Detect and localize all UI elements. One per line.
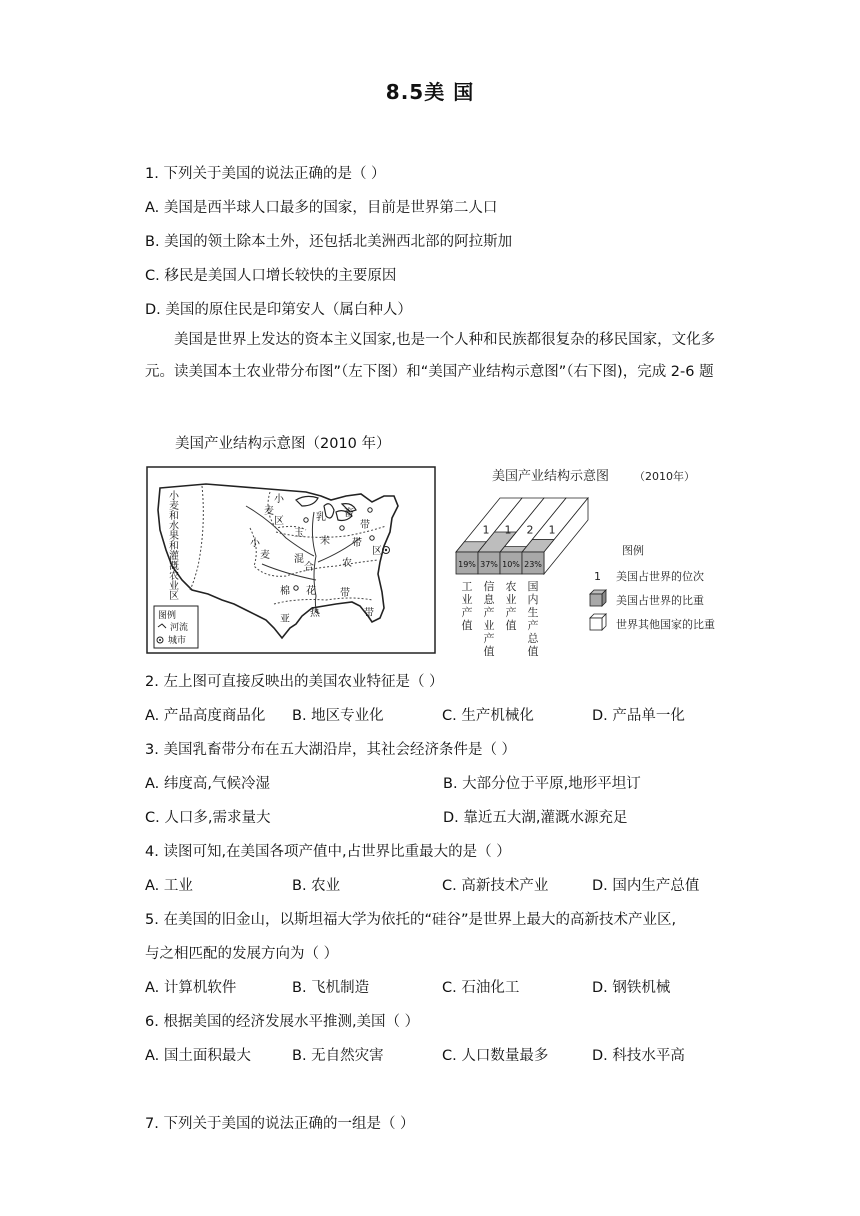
question-2-option-c: C. 生产机械化 — [442, 708, 534, 724]
map-label: 花 — [306, 586, 316, 597]
category-label-char: 业 — [505, 593, 517, 606]
question-1-option-a: A. 美国是西半球人口最多的国家，目前是世界第二人口 — [145, 200, 498, 216]
question-5-option-d: D. 钢铁机械 — [592, 980, 671, 996]
question-3-option-c: C. 人口多,需求量大 — [145, 810, 271, 826]
legend-us-share-swatch-icon — [590, 590, 606, 606]
map-label: 玉 — [294, 528, 304, 539]
question-6-option-a: A. 国土面积最大 — [145, 1048, 251, 1064]
map-label: 畜 — [344, 508, 354, 519]
bar-rank-label: 1 — [482, 523, 490, 537]
map-label: 亚 — [280, 614, 290, 625]
map-label: 棉 — [280, 586, 290, 597]
category-label-char: 总 — [527, 632, 539, 645]
question-6-option-d: D. 科技水平高 — [592, 1048, 685, 1064]
category-label-char: 内 — [527, 593, 539, 606]
question-4-stem: 4. 读图可知,在美国各项产值中,占世界比重最大的是（ ） — [145, 844, 511, 860]
agriculture-belt-map — [146, 466, 436, 654]
bar-value-label: 23% — [524, 560, 542, 569]
question-1-stem: 1. 下列关于美国的说法正确的是（ ） — [145, 166, 386, 182]
map-label: 区 — [274, 516, 284, 527]
category-label-char: 信 — [483, 580, 495, 593]
reading-passage: 美国是世界上发达的资本主义国家,也是一个人种和民族都很复杂的移民国家，文化多元。读美国本土农业带分布图”（左下图）和“美国产业结构示意图”（右下图)，完成 2-6 题 — [145, 332, 716, 380]
map-label: 米 — [320, 536, 330, 547]
category-label-char: 生 — [527, 606, 539, 619]
map-label: 合 — [304, 562, 314, 573]
category-label-char: 产 — [461, 606, 473, 619]
legend-world-share-label: 世界其他国家的比重 — [616, 618, 715, 631]
category-label-char: 值 — [505, 619, 517, 632]
category-label-char: 国 — [527, 580, 539, 593]
map-label: 小 — [274, 494, 284, 505]
category-label-char: 值 — [483, 645, 495, 656]
map-label: 带 — [352, 538, 362, 549]
category-label-char: 农 — [505, 580, 517, 593]
legend-rank-symbol: 1 — [594, 570, 601, 583]
category-label-char: 产 — [505, 606, 517, 619]
question-3-stem: 3. 美国乳畜带分布在五大湖沿岸，其社会经济条件是（ ） — [145, 742, 517, 758]
map-label: 麦 — [260, 550, 270, 561]
question-2-option-a: A. 产品高度商品化 — [145, 708, 266, 724]
map-label: 带 — [340, 588, 350, 599]
bar-value-label: 19% — [458, 560, 476, 569]
category-label-char: 产 — [483, 606, 495, 619]
question-3-option-a: A. 纬度高,气候冷湿 — [145, 776, 270, 792]
page-title: 8.5美 国 — [385, 80, 475, 104]
chart-subtitle: （2010年） — [634, 470, 695, 483]
category-label-char: 业 — [483, 619, 495, 632]
question-2-option-d: D. 产品单一化 — [592, 708, 685, 724]
question-5-option-a: A. 计算机软件 — [145, 980, 237, 996]
question-1-option-b: B. 美国的领土除本土外，还包括北美洲西北部的阿拉斯加 — [145, 234, 513, 250]
question-5-option-c: C. 石油化工 — [442, 980, 520, 996]
bar-rank-label: 2 — [526, 523, 534, 537]
legend-rank-label: 美国占世界的位次 — [616, 570, 704, 583]
category-label-char: 产 — [527, 619, 539, 632]
question-2-stem: 2. 左上图可直接反映出的美国农业特征是（ ） — [145, 674, 444, 690]
map-label: 带 — [364, 608, 374, 619]
question-7-stem: 7. 下列关于美国的说法正确的一组是（ ） — [145, 1116, 415, 1132]
category-label-char: 工 — [461, 580, 473, 593]
question-5-option-b: B. 飞机制造 — [292, 980, 370, 996]
question-4-option-b: B. 农业 — [292, 878, 341, 894]
question-6-option-c: C. 人口数量最多 — [442, 1048, 549, 1064]
question-5-stem-line-1: 5. 在美国的旧金山，以斯坦福大学为依托的“硅谷”是世界上最大的高新技术产业区, — [145, 912, 677, 928]
question-1-option-c: C. 移民是美国人口增长较快的主要原因 — [145, 268, 397, 284]
map-label: 区 — [372, 546, 382, 557]
bar-value-label: 10% — [502, 560, 520, 569]
category-label-char: 值 — [527, 645, 539, 656]
category-label-char: 产 — [483, 632, 495, 645]
legend-us-share-label: 美国占世界的比重 — [616, 594, 704, 607]
bar-rank-label: 1 — [504, 523, 512, 537]
chart-title: 美国产业结构示意图 — [492, 469, 610, 484]
map-legend-city: 城市 — [168, 636, 187, 646]
question-4-option-c: C. 高新技术产业 — [442, 878, 549, 894]
map-legend-river: 河流 — [170, 623, 189, 633]
map-label: 农 — [342, 558, 352, 569]
map-label: 混 — [294, 554, 304, 565]
question-6-option-b: B. 无自然灾害 — [292, 1048, 384, 1064]
map-label: 乳 — [316, 512, 326, 523]
category-label-char: 业 — [461, 593, 473, 606]
figure-caption: 美国产业结构示意图（2010 年） — [175, 436, 391, 452]
category-label-char: 息 — [483, 593, 495, 606]
city-dot — [385, 549, 387, 551]
question-5-stem-line-2: 与之相匹配的发展方向为（ ） — [145, 946, 339, 962]
legend-world-share-swatch-icon — [590, 614, 606, 630]
map-label: 小 — [250, 538, 260, 549]
map-label: 热 — [310, 608, 320, 619]
map-label: 带 — [360, 520, 370, 531]
question-2-option-b: B. 地区专业化 — [292, 708, 384, 724]
category-label-char: 值 — [461, 619, 473, 632]
industry-structure-chart — [446, 460, 746, 656]
question-4-option-d: D. 国内生产总值 — [592, 878, 700, 894]
bar-value-label: 37% — [480, 560, 498, 569]
bar-rank-label: 1 — [548, 523, 556, 537]
question-3-option-b: B. 大部分位于平原,地形平坦订 — [443, 776, 641, 792]
question-4-option-a: A. 工业 — [145, 878, 193, 894]
question-3-option-d: D. 靠近五大湖,灌溉水源充足 — [443, 810, 628, 826]
map-legend-title: 图例 — [158, 611, 177, 621]
map-label-wheat-west: 小麦和水果和灌溉农业区 — [166, 490, 178, 600]
map-label: 麦 — [264, 506, 274, 517]
question-6-stem: 6. 根据美国的经济发展水平推测,美国（ ） — [145, 1014, 420, 1030]
question-1-option-d: D. 美国的原住民是印第安人（属白种人） — [145, 302, 412, 318]
chart-legend-title: 图例 — [622, 544, 644, 557]
